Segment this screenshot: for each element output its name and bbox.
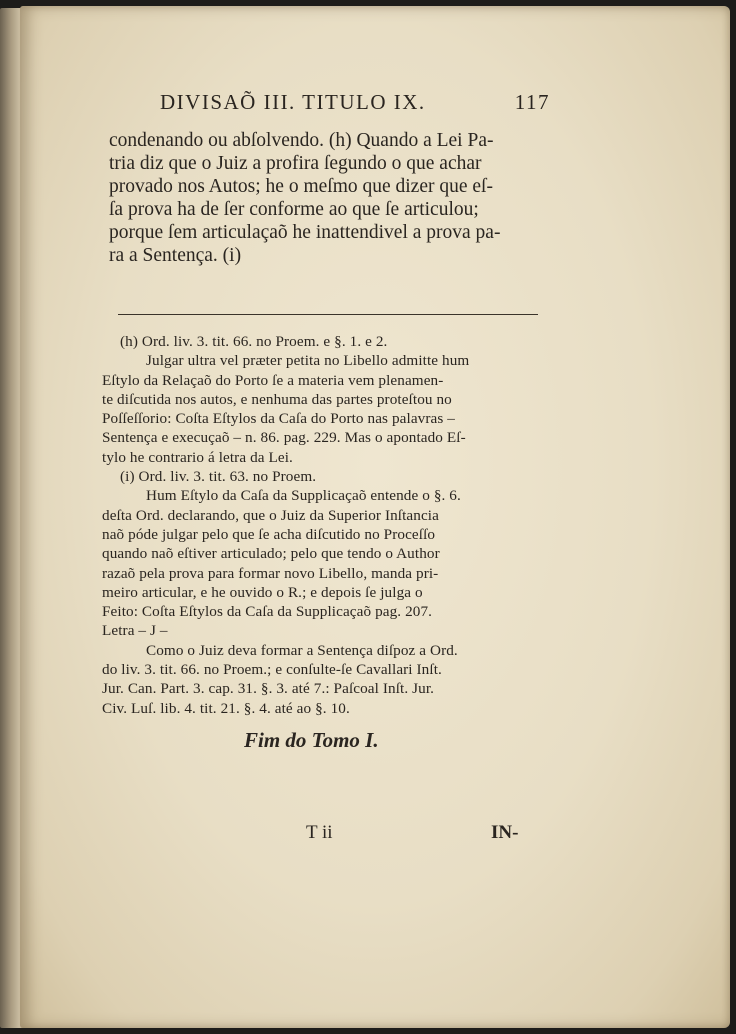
footnote-line: tylo he contrario á letra da Lei.	[102, 448, 293, 466]
running-title: DIVISAÕ III. TITULO IX.	[160, 90, 426, 114]
footnote-line: razaõ pela prova para formar novo Libello, manda pri-	[102, 564, 439, 582]
text-line: provado nos Autos; he o meſmo que dizer que eſ-	[109, 176, 493, 197]
footnote-line: Julgar ultra vel præter petita no Libello admitte hum	[146, 352, 470, 370]
footnote-line: deſta Ord. declarando, que o Juiz da Superior Inſtancia	[102, 506, 439, 524]
footnote-line: te diſcutida nos autos, e nenhuma das partes proteſtou no	[102, 390, 452, 408]
footnote-line: (i) Ord. liv. 3. tit. 63. no Proem.	[120, 468, 317, 486]
footnote-divider	[118, 314, 538, 315]
closing-line: Fim do Tomo I.	[244, 728, 379, 752]
footnote-line: Sentença e execuçaõ – n. 86. pag. 229. Mas o apontado Eſ-	[102, 429, 466, 447]
catchword: IN-	[491, 822, 519, 843]
page-number: 117	[514, 90, 550, 114]
text-line: ſa prova ha de ſer conforme ao que ſe articulou;	[109, 199, 479, 220]
footnote-line: meiro articular, e he ouvido o R.; e depois ſe julga o	[102, 583, 423, 601]
signature-mark: T ii	[306, 822, 333, 843]
footnotes	[102, 332, 542, 718]
text-line: porque ſem articulaçaõ he inattendivel a prova pa-	[109, 222, 501, 243]
footnote-line: naõ póde julgar pelo que ſe acha diſcutido no Proceſſo	[102, 525, 436, 543]
footnote-line: Jur. Can. Part. 3. cap. 31. §. 3. até 7.: Paſcoal Inſt. Jur.	[102, 680, 435, 698]
text-line: ra a Sentença. (i)	[109, 245, 242, 266]
footnote-line: Civ. Luſ. lib. 4. tit. 21. §. 4. até ao §. 10.	[102, 699, 350, 717]
footnote-line: Poſſeſſorio: Coſta Eſtylos da Caſa do Porto nas palavras –	[102, 410, 455, 428]
footnote-line: Eſtylo da Relaçaõ do Porto ſe a materia vem plenamen-	[102, 371, 444, 389]
footnote-line: Como o Juiz deva formar a Sentença diſpoz a Ord.	[146, 641, 458, 659]
main-text	[109, 129, 543, 267]
running-header	[160, 90, 550, 115]
footnote-line: do liv. 3. tit. 66. no Proem.; e conſulte-ſe Cavallari Inſt.	[102, 661, 442, 679]
text-line: condenando ou abſolvendo. (h) Quando a Lei Pa-	[109, 130, 494, 151]
footnote-line: quando naõ eſtiver articulado; pelo que tendo o Author	[102, 545, 440, 563]
footnote-line: (h) Ord. liv. 3. tit. 66. no Proem. e §. 1. e 2.	[120, 333, 388, 350]
footnote-line: Feito: Coſta Eſtylos da Caſa da Supplicaçaõ pag. 207.	[102, 603, 433, 621]
footnote-line: Hum Eſtylo da Caſa da Supplicaçaõ entende o §. 6.	[146, 487, 461, 505]
text-line: tria diz que o Juiz a profira ſegundo o que achar	[109, 153, 482, 174]
footnote-line: Letra – J –	[102, 622, 168, 640]
